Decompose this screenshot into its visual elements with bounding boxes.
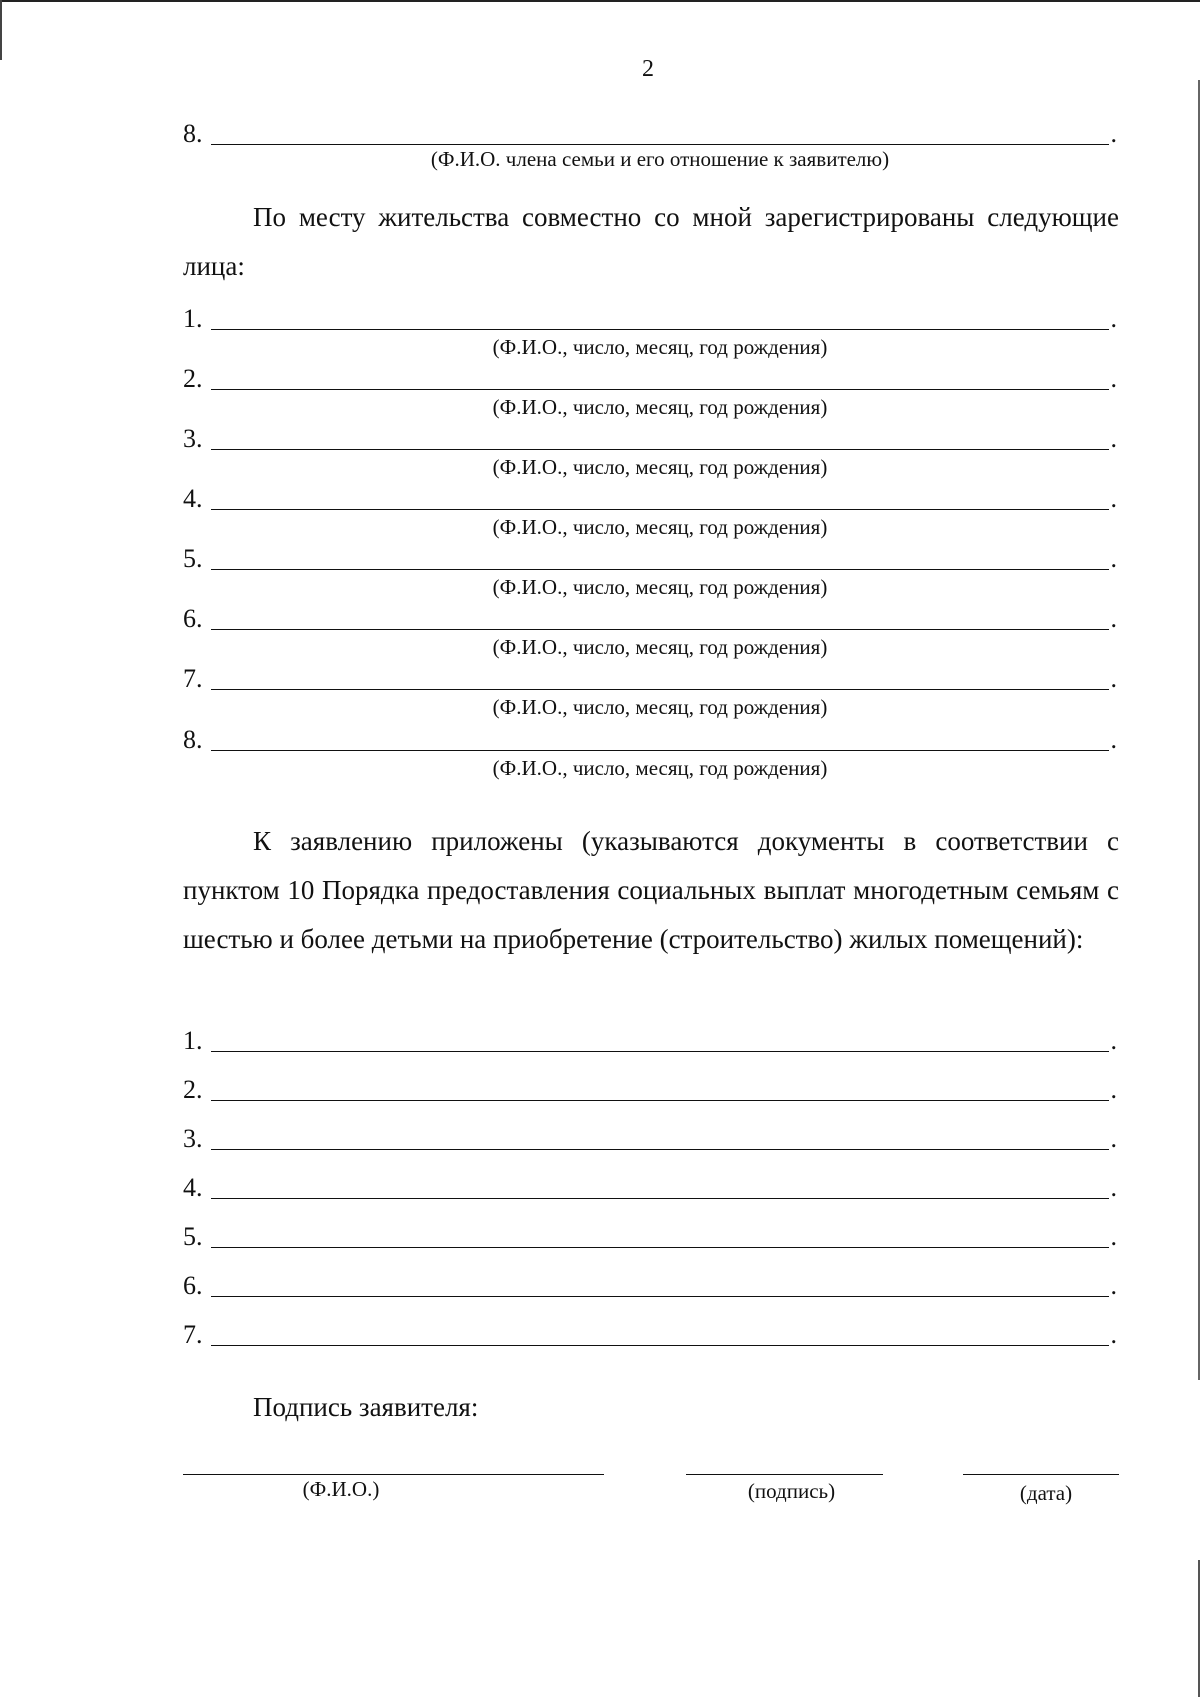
scan-edge-left xyxy=(0,0,2,60)
fill-in-line xyxy=(211,569,1109,570)
line-number: 5. xyxy=(183,544,203,573)
attachment-line[interactable] xyxy=(183,1218,1119,1251)
line-terminator: . xyxy=(1110,1271,1117,1300)
line-number: 2. xyxy=(183,364,203,393)
line-number: 7. xyxy=(183,664,203,693)
fill-in-line xyxy=(211,144,1109,145)
line-terminator: . xyxy=(1110,1075,1117,1104)
fill-in-line xyxy=(211,689,1109,690)
fill-in-line xyxy=(211,1149,1109,1150)
line-number: 3. xyxy=(183,424,203,453)
line-number: 1. xyxy=(183,1026,203,1055)
registered-line[interactable] xyxy=(183,660,1119,693)
date-caption: (дата) xyxy=(1019,1481,1073,1505)
line-terminator: . xyxy=(1110,1026,1117,1055)
field-caption: (Ф.И.О., число, месяц, год рождения) xyxy=(492,455,828,479)
fill-in-line xyxy=(211,329,1109,330)
line-terminator: . xyxy=(1110,725,1117,754)
fill-in-line xyxy=(211,1100,1109,1101)
line-number: 2. xyxy=(183,1075,203,1104)
attachment-line[interactable] xyxy=(183,1169,1119,1202)
line-number: 4. xyxy=(183,1173,203,1202)
fill-in-line xyxy=(211,629,1109,630)
attachment-line[interactable] xyxy=(183,1120,1119,1153)
field-caption: (Ф.И.О., число, месяц, год рождения) xyxy=(492,575,828,599)
registered-line[interactable] xyxy=(183,420,1119,453)
line-terminator: . xyxy=(1110,544,1117,573)
attachment-line[interactable] xyxy=(183,1071,1119,1104)
date-line[interactable] xyxy=(963,1474,1119,1475)
line-number: 6. xyxy=(183,1271,203,1300)
field-caption: (Ф.И.О., число, месяц, год рождения) xyxy=(492,515,828,539)
line-number: 3. xyxy=(183,1124,203,1153)
fill-in-line xyxy=(211,750,1109,751)
attachments-intro-text: К заявлению приложены (указываются документы в соответствии с пунктом 10 Порядка предоставления социальных выплат многодетным семьям с шестью и более детьми на приобретение (строительство) жилых помещений): xyxy=(183,826,1119,954)
scan-edge-top xyxy=(0,0,1200,2)
fill-in-line xyxy=(211,1345,1109,1346)
registered-line[interactable] xyxy=(183,480,1119,513)
fill-in-line xyxy=(211,1198,1109,1199)
line-number: 1. xyxy=(183,304,203,333)
line-terminator: . xyxy=(1110,604,1117,633)
fill-in-line xyxy=(211,449,1109,450)
line-terminator: . xyxy=(1110,1124,1117,1153)
line-terminator: . xyxy=(1110,1222,1117,1251)
line-terminator: . xyxy=(1110,364,1117,393)
registered-line[interactable] xyxy=(183,540,1119,573)
attachments-intro xyxy=(183,817,1119,964)
family-member-line[interactable] xyxy=(183,115,1119,148)
line-terminator: . xyxy=(1110,484,1117,513)
fill-in-line xyxy=(211,1051,1109,1052)
attachment-line[interactable] xyxy=(183,1022,1119,1055)
line-terminator: . xyxy=(1110,424,1117,453)
registered-intro xyxy=(183,193,1119,291)
registered-line[interactable] xyxy=(183,360,1119,393)
line-number: 8. xyxy=(183,725,203,754)
fio-caption: (Ф.И.О.) xyxy=(302,1477,380,1501)
field-caption: (Ф.И.О., число, месяц, год рождения) xyxy=(492,335,828,359)
attachment-line[interactable] xyxy=(183,1267,1119,1300)
line-terminator: . xyxy=(1110,664,1117,693)
line-number: 4. xyxy=(183,484,203,513)
line-number: 5. xyxy=(183,1222,203,1251)
registered-line[interactable] xyxy=(183,721,1119,754)
line-terminator: . xyxy=(1110,1173,1117,1202)
registered-intro-text: По месту жительства совместно со мной зарегистрированы следующие лица: xyxy=(183,202,1119,281)
registered-line[interactable] xyxy=(183,300,1119,333)
line-number: 6. xyxy=(183,604,203,633)
page-number: 2 xyxy=(642,56,654,82)
line-terminator: . xyxy=(1110,119,1117,148)
fill-in-line xyxy=(211,1296,1109,1297)
sign-line[interactable] xyxy=(686,1474,883,1475)
sign-caption: (подпись) xyxy=(747,1479,836,1503)
fio-signature-line[interactable] xyxy=(183,1474,604,1475)
field-caption: (Ф.И.О., число, месяц, год рождения) xyxy=(492,756,828,780)
line-terminator: . xyxy=(1110,1320,1117,1349)
field-caption: (Ф.И.О., число, месяц, год рождения) xyxy=(492,635,828,659)
fill-in-line xyxy=(211,1247,1109,1248)
line-number: 7. xyxy=(183,1320,203,1349)
fill-in-line xyxy=(211,389,1109,390)
attachment-line[interactable] xyxy=(183,1316,1119,1349)
registered-line[interactable] xyxy=(183,600,1119,633)
signature-label: Подпись заявителя: xyxy=(253,1392,479,1422)
line-number: 8. xyxy=(183,119,203,148)
field-caption: (Ф.И.О., число, месяц, год рождения) xyxy=(492,695,828,719)
line-terminator: . xyxy=(1110,304,1117,333)
field-caption: (Ф.И.О., число, месяц, год рождения) xyxy=(492,395,828,419)
fill-in-line xyxy=(211,509,1109,510)
field-caption: (Ф.И.О. члена семьи и его отношение к заявителю) xyxy=(430,147,890,171)
